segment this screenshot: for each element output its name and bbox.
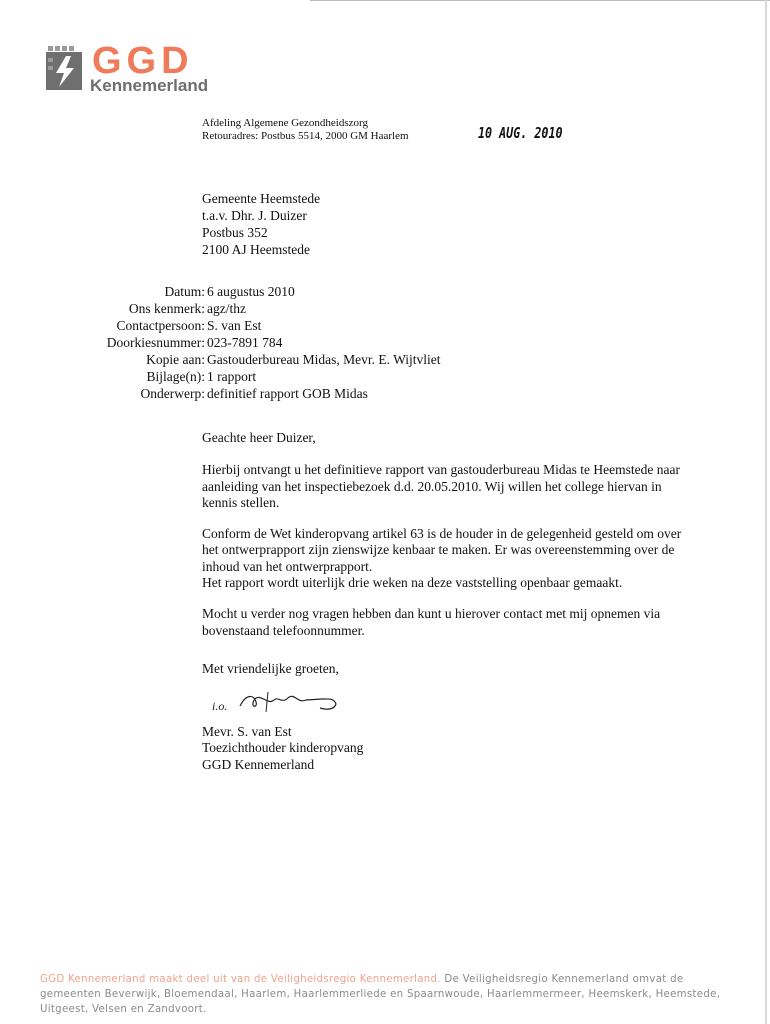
meta-row: [70, 334, 441, 351]
meta-row: [70, 385, 441, 402]
received-date-stamp: 10 AUG. 2010: [478, 124, 563, 142]
reference-table: [70, 283, 441, 402]
meta-label: Kopie aan:: [146, 352, 205, 367]
meta-value: Gastouderbureau Midas, Mevr. E. Wijtvliet: [207, 352, 441, 367]
sender-block: [202, 117, 409, 143]
salutation: Geachte heer Duizer,: [202, 430, 316, 445]
scan-edge-top: [310, 0, 770, 1]
signature-prefix: i.o.: [212, 699, 228, 713]
recipient-address: [202, 190, 320, 258]
address-line: Postbus 352: [202, 225, 268, 240]
signature: [210, 688, 350, 716]
logo-region: Kennemerland: [90, 76, 209, 95]
meta-value: 6 augustus 2010: [207, 284, 295, 299]
meta-label: Bijlage(n):: [146, 369, 205, 384]
footer: [40, 972, 740, 1017]
meta-label: Onderwerp:: [140, 386, 205, 401]
ggd-emblem-icon: [46, 46, 88, 94]
address-line: t.a.v. Dhr. J. Duizer: [202, 208, 307, 223]
logo-acronym: GGD: [92, 40, 194, 82]
meta-row: [70, 317, 441, 334]
meta-row: [70, 300, 441, 317]
address-line: 2100 AJ Heemstede: [202, 242, 310, 257]
meta-row: [70, 368, 441, 385]
meta-row: [70, 283, 441, 300]
signatory-role: Toezichthouder kinderopvang: [202, 740, 364, 756]
paragraph: Mocht u verder nog vragen hebben dan kunt u hierover contact met mij opnemen via bovenstaand telefoonnummer.: [202, 606, 661, 638]
letter-body: [202, 430, 682, 677]
sender-return-address: Retouradres: Postbus 5514, 2000 GM Haarlem: [202, 130, 409, 142]
paragraph: Conform de Wet kinderopvang artikel 63 is de houder in de gelegenheid gesteld om over het ontwerprapport zijn zienswijze kenbaar te maken. Er was overeenstemming over de inhoud van het ontwerprapport. Het rapport wordt uiterlijk drie weken na deze vaststelling openbaar gemaakt.: [202, 526, 682, 591]
meta-value: 1 rapport: [207, 369, 257, 384]
meta-label: Datum:: [164, 284, 205, 299]
meta-label: Doorkiesnummer:: [106, 335, 205, 350]
meta-label: Ons kenmerk:: [128, 301, 205, 316]
signatory-org: GGD Kennemerland: [202, 756, 315, 772]
meta-row: [70, 351, 441, 368]
scan-edge-right: [765, 0, 767, 1024]
footer-highlight: GGD Kennemerland maakt deel uit van de Veiligheidsregio Kennemerland.: [40, 974, 441, 985]
footer-text: De Veiligheidsregio Kennemerland omvat de gemeenten Beverwijk, Bloemendaal, Haarlem, Haarlemmerliede en Spaarnwoude, Haarlemmermeer, Heemskerk, Heemstede, Uitgeest, Velsen en Zandvoort.: [40, 974, 721, 1015]
sender-department: Afdeling Algemene Gezondheidszorg: [202, 117, 368, 129]
meta-value: 023-7891 784: [207, 335, 283, 350]
address-line: Gemeente Heemstede: [202, 191, 321, 206]
ggd-logo: [46, 40, 226, 98]
meta-label: Contactpersoon:: [116, 318, 205, 333]
signatory-name: Mevr. S. van Est: [202, 724, 292, 739]
closing: Met vriendelijke groeten,: [202, 660, 339, 676]
signatory: [202, 724, 363, 773]
paragraph: Hierbij ontvangt u het definitieve rapport van gastouderbureau Midas te Heemstede naar aanleiding van het inspectiebezoek d.d. 20.05.2010. Wij willen het college hiervan in kennis stellen.: [202, 462, 680, 510]
meta-value: S. van Est: [207, 318, 262, 333]
meta-value: agz/thz: [207, 301, 246, 316]
meta-value: definitief rapport GOB Midas: [207, 386, 368, 401]
